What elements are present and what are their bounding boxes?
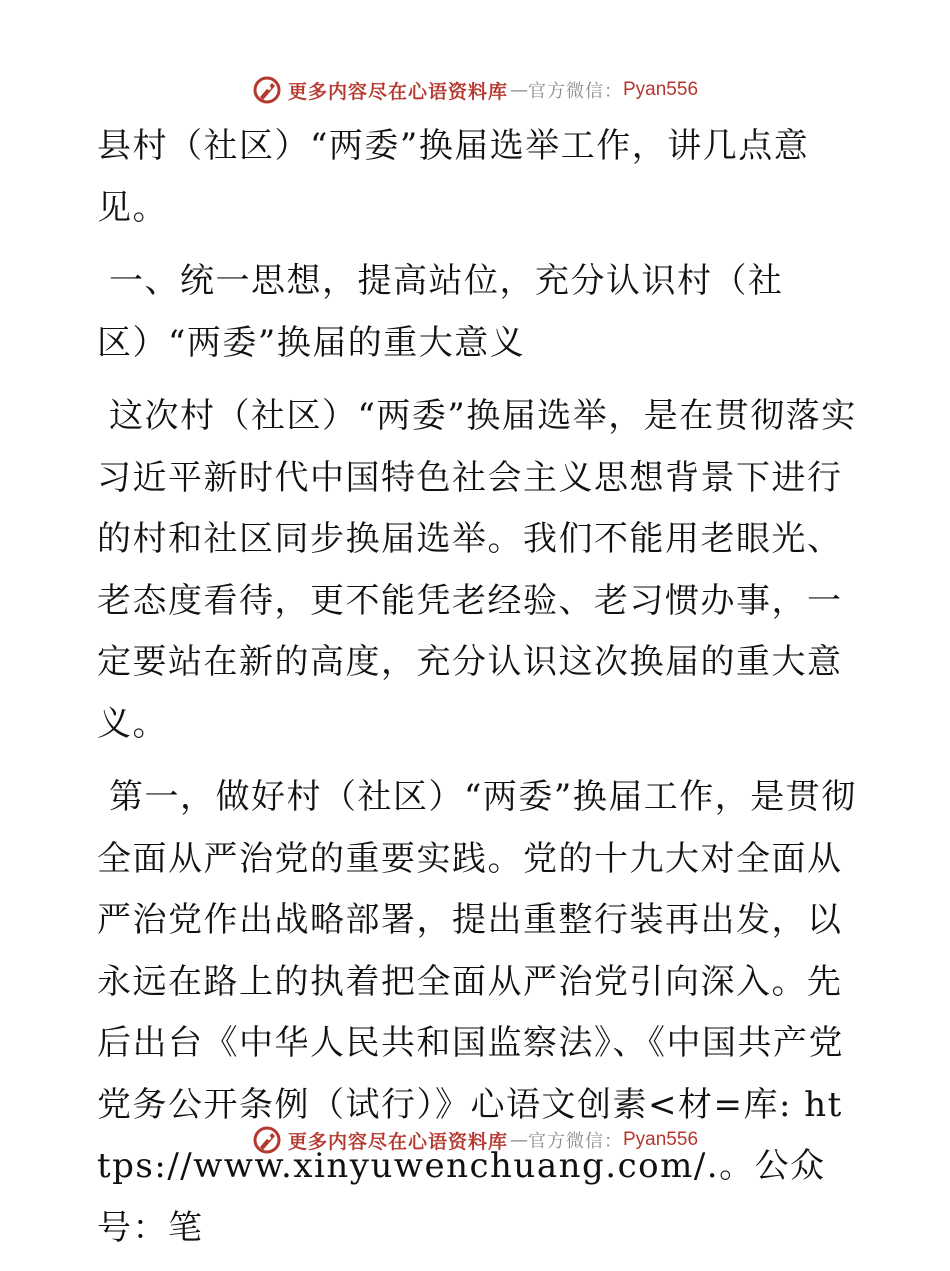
section-heading-1: 一、统一思想，提高站位，充分认识村（社区）“两委”换届的重大意义 <box>97 261 784 363</box>
banner-dash: — <box>510 79 526 101</box>
pen-nib-logo-icon <box>252 75 282 105</box>
document-body <box>97 116 857 1271</box>
pen-nib-logo-icon <box>252 1125 282 1155</box>
footer-banner <box>0 1118 950 1162</box>
paragraph-intro: 县村（社区）“两委”换届选举工作，讲几点意见。 <box>97 126 810 228</box>
paragraph-first-point: 第一，做好村（社区）“两委”换届工作，是贯彻全面从严治党的重要实践。党的十九大对全面从严治党作出战略部署，提出重整行装再出发，以永远在路上的执着把全面从严治党引向深入。先后出台《中华人民共和国监察法》、《中国共产党党务公开条例（试行）》心语文创素<材=库: https://www.xinyuwenchuang.com/.。公众号：笔 <box>97 777 857 1248</box>
banner-dash: — <box>510 1129 526 1151</box>
paragraph-significance: 这次村（社区）“两委”换届选举，是在贯彻落实习近平新时代中国特色社会主义思想背景下进行的村和社区同步换届选举。我们不能用老眼光、老态度看待，更不能凭老经验、老习惯办事，一定要站在新的高度，充分认识这次换届的重大意义。 <box>97 396 857 744</box>
banner-wechat-label: 官方微信： <box>528 81 623 102</box>
banner-wechat-id: Pyan556 <box>623 1129 699 1150</box>
banner-title: 更多内容尽在心语资料库 <box>287 1130 508 1153</box>
banner-wechat-id: Pyan556 <box>623 79 699 100</box>
banner-title: 更多内容尽在心语资料库 <box>287 80 508 103</box>
banner-wechat-label: 官方微信： <box>528 1131 623 1152</box>
header-banner <box>0 68 950 112</box>
